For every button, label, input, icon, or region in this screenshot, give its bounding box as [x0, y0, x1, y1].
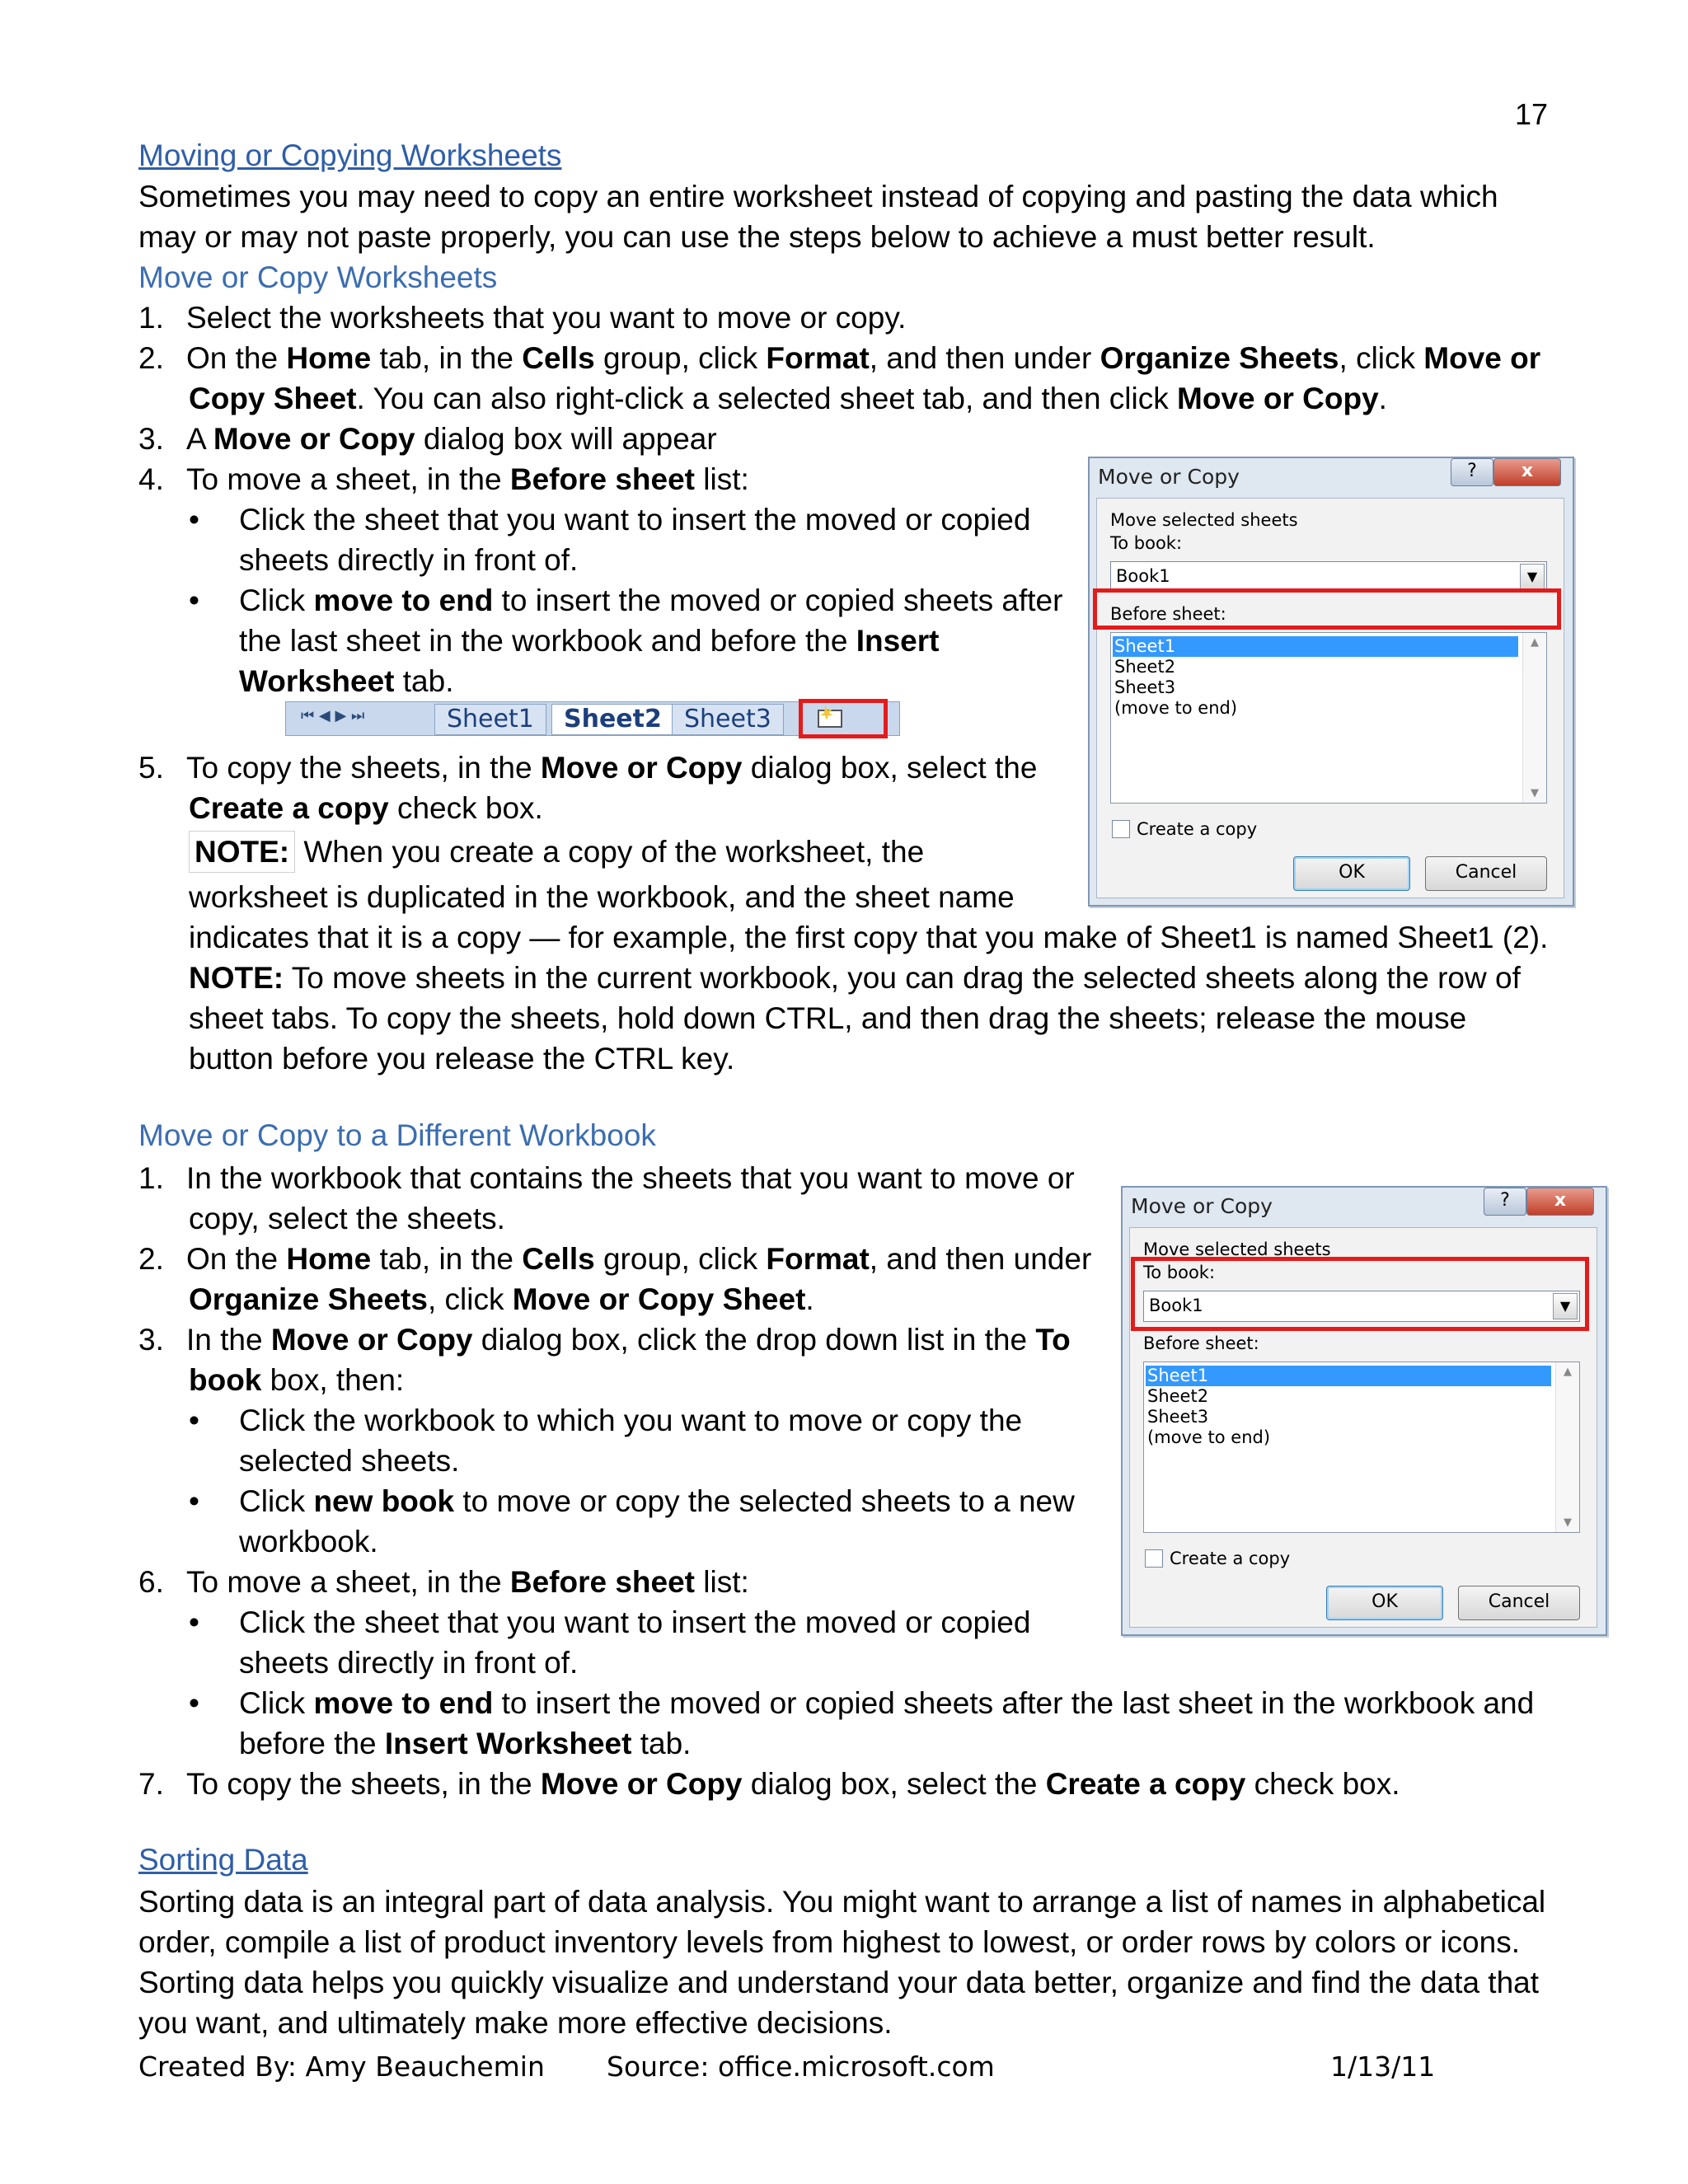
s2-bullet-2-line-1 [239, 1481, 1075, 1521]
bullet-2-line-2 [239, 621, 939, 661]
text: Click [239, 1484, 314, 1518]
create-copy-checkbox[interactable] [1112, 820, 1130, 838]
note-1-line-3: indicates that it is a copy — for example, the first copy that you make of Sheet1 is named Sheet1 (2). [189, 921, 1549, 954]
text: Insert Worksheet [384, 1727, 632, 1760]
scroll-up-icon[interactable]: ▲ [1564, 1366, 1572, 1378]
bullet-marker: • [189, 1686, 199, 1720]
scroll-down-icon[interactable]: ▼ [1531, 787, 1539, 799]
to-book-label: To book: [1143, 1263, 1216, 1282]
subheading-move-copy-worksheets: Move or Copy Worksheets [138, 260, 498, 294]
bullet-marker: • [189, 1404, 199, 1437]
s2-bullet-3-line-1: Click the sheet that you want to insert the moved or copied [239, 1605, 1031, 1639]
create-copy-checkbox[interactable] [1145, 1549, 1163, 1568]
text: move to end [313, 1686, 494, 1720]
list-scrollbar[interactable] [1555, 1362, 1579, 1532]
text: Format [766, 341, 870, 375]
text: , click [1339, 341, 1424, 375]
text: , and then under [869, 1242, 1092, 1276]
text: move to end [313, 583, 494, 617]
text: Insert [856, 624, 940, 658]
highlight-box [799, 699, 888, 738]
text: Format [766, 1242, 870, 1276]
section-heading-sorting-data[interactable]: Sorting Data [138, 1843, 308, 1877]
dropdown-arrow-icon[interactable]: ▼ [1520, 564, 1545, 590]
text: Before sheet [509, 1565, 695, 1599]
text: list: [694, 1565, 749, 1599]
highlight-box [1131, 1257, 1589, 1331]
text: . [1378, 382, 1387, 415]
step-1 [138, 298, 906, 338]
text: Create a copy [189, 791, 389, 825]
dropdown-arrow-icon[interactable]: ▼ [1553, 1293, 1578, 1319]
text: Move or Copy [213, 422, 415, 456]
list-item-sheet3[interactable]: Sheet3 [1147, 1407, 1209, 1427]
list-item-sheet1[interactable]: Sheet1 [1113, 636, 1518, 657]
text: On the [186, 1242, 287, 1276]
note-1-line-1 [189, 831, 924, 873]
step-number: 6. [138, 1565, 164, 1599]
bullet-1-line-2: sheets directly in front of. [239, 543, 579, 577]
dialog-body [1096, 498, 1564, 898]
text: dialog box, select the [742, 751, 1038, 785]
bullet-2-line-3 [239, 661, 454, 701]
note-label: NOTE: [189, 961, 284, 995]
step-number: 4. [138, 462, 164, 496]
text: . [805, 1282, 814, 1316]
sorting-line-4: you want, and ultimately make more effective decisions. [138, 2006, 893, 2040]
list-scrollbar[interactable] [1522, 633, 1546, 803]
text: Click [239, 1686, 314, 1720]
sheet-nav-icon[interactable]: ⏮ ◀ ▶ ⏭ [301, 707, 365, 724]
to-book-value: Book1 [1116, 566, 1170, 586]
section-heading-moving-copying[interactable]: Moving or Copying Worksheets [138, 138, 562, 172]
text: Move or [1423, 341, 1541, 375]
text: To copy the sheets, in the [186, 751, 541, 785]
intro-line-1: Sometimes you may need to copy an entire worksheet instead of copying and pasting the data which [138, 180, 1498, 213]
ok-button[interactable]: OK [1326, 1586, 1443, 1620]
ok-button[interactable]: OK [1293, 856, 1410, 891]
text: tab, in the [371, 341, 523, 375]
list-item-move-to-end[interactable]: (move to end) [1147, 1427, 1271, 1447]
footer-created-by: Created By: Amy Beauchemin [138, 2050, 545, 2083]
text: To move a sheet, in the [186, 1565, 510, 1599]
before-sheet-label: Before sheet: [1110, 604, 1226, 624]
note-2-line-1 [189, 958, 1521, 998]
step-number: 3. [138, 422, 164, 456]
step-number: 7. [138, 1767, 164, 1801]
text: to move or copy the selected sheets to a new [454, 1484, 1075, 1518]
text: dialog box, click the drop down list in the [472, 1323, 1036, 1357]
text: . You can also right-click a selected sheet tab, and then click [356, 382, 1178, 415]
close-button[interactable]: x [1493, 458, 1561, 486]
bullet-marker: • [189, 1605, 199, 1639]
s2-bullet-2-line-2: workbook. [239, 1525, 378, 1558]
help-button[interactable]: ? [1451, 458, 1493, 486]
text: On the [186, 341, 287, 375]
create-copy-label: Create a copy [1137, 819, 1258, 839]
step-2-cont [189, 378, 1387, 419]
text: tab. [631, 1727, 692, 1760]
subheading-different-workbook: Move or Copy to a Different Workbook [138, 1118, 656, 1152]
text: To copy the sheets, in the [186, 1767, 541, 1801]
text: tab, in the [371, 1242, 523, 1276]
footer-source: Source: office.microsoft.com [607, 2050, 995, 2083]
bullet-1-line-1: Click the sheet that you want to insert the moved or copied [239, 503, 1031, 537]
step-5 [138, 748, 1037, 788]
list-item-sheet3[interactable]: Sheet3 [1114, 677, 1176, 697]
note-2-line-2: sheet tabs. To copy the sheets, hold down CTRL, and then drag the sheets; release the mouse [189, 1001, 1467, 1035]
text: , click [427, 1282, 513, 1316]
text: dialog box, select the [742, 1767, 1046, 1801]
text: Home [286, 341, 372, 375]
text: Home [286, 1242, 372, 1276]
cancel-button[interactable]: Cancel [1425, 856, 1547, 891]
step-number: 3. [138, 1323, 164, 1357]
list-item-sheet2[interactable]: Sheet2 [1147, 1386, 1209, 1406]
help-button[interactable]: ? [1484, 1188, 1526, 1216]
text: Cells [522, 1242, 595, 1276]
step-4 [138, 459, 749, 499]
sorting-line-2: order, compile a list of product inventory levels from highest to lowest, or order rows by colors or icons. [138, 1925, 1520, 1959]
create-copy-label: Create a copy [1170, 1549, 1291, 1568]
step-5-cont [189, 788, 543, 828]
text: In the workbook that contains the sheets that you want to move or [186, 1161, 1075, 1195]
text: Move or Copy [540, 1767, 743, 1801]
text: To move sheets in the current workbook, you can drag the selected sheets along the row of [284, 961, 1521, 995]
highlight-box [1093, 588, 1561, 630]
step-number: 5. [138, 751, 164, 785]
list-item-sheet1[interactable]: Sheet1 [1146, 1366, 1551, 1386]
text: Move or Copy Sheet [512, 1282, 806, 1316]
before-sheet-list[interactable] [1110, 632, 1547, 804]
text: Create a copy [1045, 1767, 1246, 1801]
text: to insert the moved or copied sheets after the last sheet in the workbook and [493, 1686, 1535, 1720]
scroll-down-icon[interactable]: ▼ [1564, 1516, 1572, 1529]
s2-step-7 [138, 1764, 1400, 1804]
text: tab. [394, 664, 454, 698]
close-button[interactable]: x [1526, 1188, 1594, 1216]
text: A [186, 422, 213, 456]
list-item-move-to-end[interactable]: (move to end) [1114, 698, 1238, 718]
text: Organize Sheets [189, 1282, 428, 1316]
text: Click [239, 583, 314, 617]
s2-step-2 [138, 1239, 1091, 1279]
step-number: 1. [138, 1161, 164, 1195]
sorting-line-3: Sorting data helps you quickly visualize and understand your data better, organize and find the data that [138, 1966, 1540, 1999]
note-label: NOTE: [189, 831, 295, 873]
move-copy-dialog-2 [1121, 1186, 1607, 1636]
text: the last sheet in the workbook and before the [239, 624, 856, 658]
step-number: 2. [138, 341, 164, 375]
to-book-value: Book1 [1149, 1296, 1203, 1315]
s2-bullet-4-line-2 [239, 1723, 691, 1764]
text: group, click [594, 341, 767, 375]
s2-bullet-4-line-1 [239, 1683, 1534, 1723]
text: dialog box will appear [415, 422, 717, 456]
text: Move or Copy [270, 1323, 473, 1357]
before-sheet-list[interactable] [1143, 1361, 1580, 1533]
text: Worksheet [239, 664, 395, 698]
text: before the [239, 1727, 385, 1760]
text: Copy Sheet [189, 382, 357, 415]
cancel-button[interactable]: Cancel [1458, 1586, 1580, 1620]
step-number: 2. [138, 1242, 164, 1276]
tab-sheet3[interactable]: Sheet3 [672, 704, 784, 735]
move-copy-dialog-1 [1088, 457, 1574, 907]
step-text: Select the worksheets that you want to move or copy. [186, 301, 907, 335]
text: In the [186, 1323, 271, 1357]
text: box, then: [261, 1363, 405, 1397]
footer-date: 1/13/11 [1330, 2050, 1436, 2083]
s2-step-6 [138, 1562, 749, 1602]
dialog-title: Move or Copy [1131, 1194, 1273, 1218]
text: , and then under [869, 341, 1100, 375]
s2-step-3 [138, 1319, 1071, 1360]
tab-sheet2[interactable]: Sheet2 [551, 704, 674, 735]
text: Move or Copy [1177, 382, 1379, 415]
text: To move a sheet, in the [186, 462, 510, 496]
text: Cells [522, 341, 595, 375]
s2-bullet-1-line-2: selected sheets. [239, 1444, 460, 1478]
s2-step-2-cont [189, 1279, 814, 1319]
s2-step-3-cont [189, 1360, 404, 1400]
text: check box. [1245, 1767, 1400, 1801]
list-item-sheet2[interactable]: Sheet2 [1114, 657, 1176, 677]
bullet-marker: • [189, 503, 199, 537]
text: check box. [388, 791, 543, 825]
scroll-up-icon[interactable]: ▲ [1531, 636, 1539, 649]
s2-step-1-cont: copy, select the sheets. [189, 1202, 505, 1235]
text: to insert the moved or copied sheets after [493, 583, 1063, 617]
move-selected-label: Move selected sheets [1143, 1240, 1331, 1259]
move-selected-label: Move selected sheets [1110, 510, 1298, 530]
text: new book [313, 1484, 455, 1518]
text: book [189, 1363, 262, 1397]
page-number: 17 [1515, 97, 1549, 131]
tab-sheet1[interactable]: Sheet1 [434, 704, 546, 735]
bullet-2-line-1 [239, 580, 1062, 621]
sorting-line-1: Sorting data is an integral part of data analysis. You might want to arrange a list of names in alphabetical [138, 1885, 1546, 1919]
step-2 [138, 338, 1540, 378]
text: group, click [594, 1242, 767, 1276]
text: Move or Copy [540, 751, 743, 785]
step-3 [138, 419, 717, 459]
text: Organize Sheets [1100, 341, 1339, 375]
before-sheet-label: Before sheet: [1143, 1333, 1259, 1353]
note-2-line-3: button before you release the CTRL key. [189, 1042, 735, 1076]
s2-step-1 [138, 1158, 1075, 1198]
bullet-marker: • [189, 1484, 199, 1518]
text: When you create a copy of the worksheet, the [295, 835, 925, 869]
text: Before sheet [509, 462, 695, 496]
s2-bullet-1-line-1: Click the workbook to which you want to move or copy the [239, 1404, 1023, 1437]
bullet-marker: • [189, 583, 199, 617]
intro-line-2: may or may not paste properly, you can use the steps below to achieve a must better result. [138, 220, 1376, 254]
to-book-label: To book: [1110, 533, 1183, 553]
dialog-title: Move or Copy [1098, 465, 1240, 489]
text: To [1035, 1323, 1071, 1357]
step-number: 1. [138, 301, 164, 335]
sheet-tabs-bar [285, 701, 900, 736]
s2-bullet-3-line-2: sheets directly in front of. [239, 1646, 579, 1680]
text: list: [694, 462, 749, 496]
note-1-line-2: worksheet is duplicated in the workbook, and the sheet name [189, 880, 1015, 914]
